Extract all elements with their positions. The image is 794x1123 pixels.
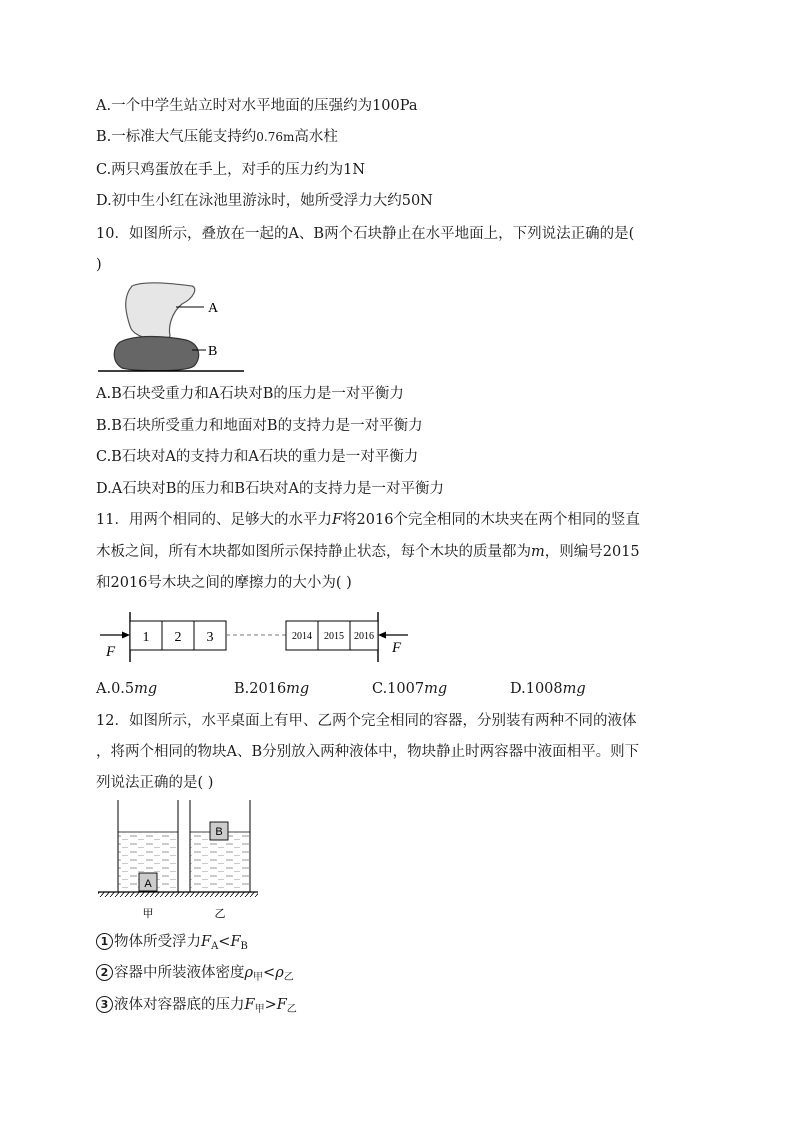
symbol: F xyxy=(201,934,212,950)
q12-statement-1 xyxy=(96,932,248,957)
q11-line2-post: ，则编号2015 xyxy=(544,544,640,560)
q11-line2-pre: 木板之间，所有木块都如图所示保持静止状态，每个木块的质量都为 xyxy=(96,544,531,560)
q11-line1-var: F xyxy=(331,512,343,528)
subscript: B xyxy=(240,941,248,952)
subscript: A xyxy=(211,941,219,952)
circled-number-3: 3 xyxy=(96,996,113,1013)
statement-text: 物体所受浮力 xyxy=(114,934,201,950)
q10-option-b: B.B石块所受重力和地面对B的支持力是一对平衡力 xyxy=(96,418,423,434)
block-2: 2 xyxy=(174,630,182,645)
relation: > xyxy=(264,997,277,1013)
block-2016: 2016 xyxy=(354,631,374,642)
q11-option-a-num: A.0.5 xyxy=(96,681,135,697)
q11-option-b-unit: mg xyxy=(286,681,310,697)
q11-line1-post: 将2016个完全相同的木块夹在两个相同的竖直 xyxy=(342,512,640,528)
statement-text: 液体对容器底的压力 xyxy=(114,997,245,1013)
relation: < xyxy=(263,965,276,981)
q11-blocks-figure xyxy=(96,604,426,666)
symbol: ρ xyxy=(244,965,254,981)
q9-option-c: C.两只鸡蛋放在手上，对手的压力约为1N xyxy=(96,162,366,178)
q11-line2-var: m xyxy=(531,544,545,560)
q12-stem-line2: ，将两个相同的物块A、B分别放入两种液体中，物块静止时两容器中液面相平。则下 xyxy=(96,744,640,760)
q12-containers-figure xyxy=(96,800,276,922)
q11-option-d-num: D.1008 xyxy=(510,681,563,697)
container-label-jia: 甲 xyxy=(142,907,154,920)
q11-option-b-num: B.2016 xyxy=(234,681,287,697)
q11-option-a xyxy=(96,679,157,699)
subscript: 乙 xyxy=(283,972,294,983)
force-right-label: F xyxy=(392,640,402,656)
q12-stem-line3: 列说法正确的是( ) xyxy=(96,775,214,791)
q11-option-d xyxy=(510,679,586,699)
stone-b-shape xyxy=(114,337,198,371)
block-b: B xyxy=(215,826,223,838)
q9-option-b-value: 0.76m xyxy=(256,130,295,144)
circled-number-1: 1 xyxy=(96,933,113,950)
symbol: F xyxy=(230,934,241,950)
q12-statement-2 xyxy=(96,963,294,988)
symbol: ρ xyxy=(275,965,284,981)
q10-stem-line2: ) xyxy=(96,257,102,273)
q11-option-c-unit: mg xyxy=(424,681,448,697)
q10-option-d: D.A石块对B的压力和B石块对A的支持力是一对平衡力 xyxy=(96,481,444,497)
q11-option-c-num: C.1007 xyxy=(372,681,425,697)
q9-option-b-pre: B.一标准大气压能支持约 xyxy=(96,129,257,145)
q12-statement-3 xyxy=(96,995,297,1020)
q11-option-c xyxy=(372,679,447,699)
q10-option-c: C.B石块对A的支持力和A石块的重力是一对平衡力 xyxy=(96,449,419,465)
subscript: 甲 xyxy=(254,1004,265,1015)
symbol: F xyxy=(244,997,255,1013)
subscript: 乙 xyxy=(286,1004,297,1015)
q10-option-a: A.B石块受重力和A石块对B的压力是一对平衡力 xyxy=(96,386,404,402)
q11-option-a-unit: mg xyxy=(134,681,158,697)
block-1: 1 xyxy=(142,630,150,645)
q9-option-a: A.一个中学生站立时对水平地面的压强约为100Pa xyxy=(96,98,418,114)
q10-stones-figure xyxy=(96,278,256,378)
block-3: 3 xyxy=(206,630,214,645)
force-left-label: F xyxy=(106,644,116,660)
label-b: B xyxy=(208,344,218,359)
statement-text: 容器中所装液体密度 xyxy=(114,965,245,981)
q9-option-d: D.初中生小红在泳池里游泳时，她所受浮力大约50N xyxy=(96,193,433,209)
block-2014: 2014 xyxy=(292,631,312,642)
container-label-yi: 乙 xyxy=(214,907,226,920)
q12-stem-line1: 12．如图所示，水平桌面上有甲、乙两个完全相同的容器，分别装有两种不同的液体 xyxy=(96,713,637,729)
q11-stem-line1 xyxy=(96,510,640,530)
q9-option-b xyxy=(96,127,338,147)
circled-number-2: 2 xyxy=(96,964,113,981)
q11-line1-pre: 11．用两个相同的、足够大的水平力 xyxy=(96,512,332,528)
relation: < xyxy=(218,934,231,950)
q11-stem-line2 xyxy=(96,542,640,562)
q10-stem-line1: 10．如图所示，叠放在一起的A、B两个石块静止在水平地面上，下列说法正确的是( xyxy=(96,226,635,242)
label-a: A xyxy=(208,301,219,316)
q9-option-b-post: 高水柱 xyxy=(294,129,338,145)
block-a: A xyxy=(144,878,152,890)
q11-option-b xyxy=(234,679,309,699)
q11-stem-line3: 和2016号木块之间的摩擦力的大小为( ) xyxy=(96,575,352,591)
symbol: F xyxy=(276,997,287,1013)
block-2015: 2015 xyxy=(324,631,344,642)
stone-a-shape xyxy=(126,283,195,341)
q11-option-d-unit: mg xyxy=(562,681,586,697)
subscript: 甲 xyxy=(253,972,264,983)
